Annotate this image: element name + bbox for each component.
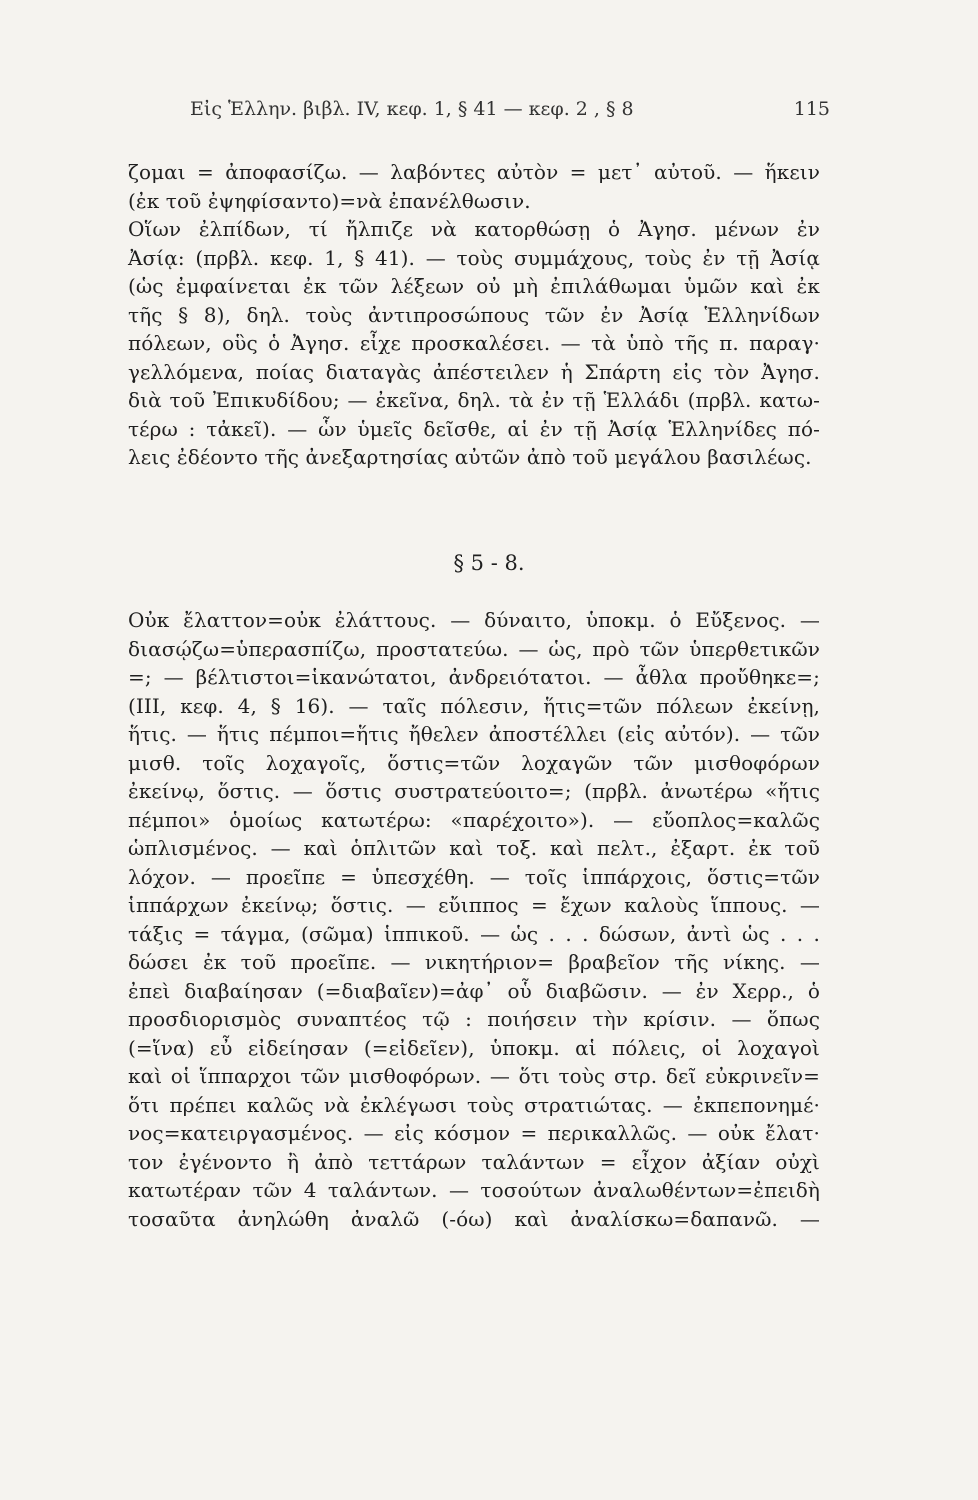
text-line: γελλόμενα, ποίας διαταγὰς ἀπέστειλεν ἡ Σπάρτη εἰς τὸν Ἀγησ.	[128, 359, 820, 384]
text-line: λόχον. — προεῖπε = ὑπεσχέθη. — τοῖς ἱππάρχοις, ὅστις=τῶν	[128, 864, 820, 889]
text-line: Ἀσίᾳ: (πρβλ. κεφ. 1, § 41). — τοὺς συμμάχους, τοὺς ἐν τῇ Ἀσίᾳ	[128, 245, 820, 270]
page-header	[190, 98, 830, 120]
text-line: διὰ τοῦ Ἐπικυδίδου; — ἐκεῖνα, δηλ. τὰ ἐν τῇ Ἑλλάδι (πρβλ. κατω-	[128, 388, 820, 412]
text-line: ζομαι = ἀποφασίζω. — λαβόντες αὐτὸν = μετ᾽ αὐτοῦ. — ἥκειν	[128, 160, 820, 184]
text-line: (ὡς ἐμφαίνεται ἐκ τῶν λέξεων οὐ μὴ ἐπιλάθωμαι ὑμῶν καὶ ἐκ	[128, 274, 820, 298]
text-line: ἱππάρχων ἐκείνῳ; ὅστις. — εὔιππος = ἔχων καλοὺς ἵππους. —	[128, 893, 820, 917]
text-line: τον ἐγένοντο ἢ ἀπὸ τεττάρων ταλάντων = εἶχον ἀξίαν οὐχὶ	[128, 1149, 820, 1174]
text-line: τάξις = τάγμα, (σῶμα) ἱππικοῦ. — ὡς . . . δώσων, ἀντὶ ὡς . . .	[128, 921, 820, 946]
text-line: μισθ. τοῖς λοχαγοῖς, ὅστις=τῶν λοχαγῶν τῶν μισθοφόρων	[128, 750, 820, 775]
text-line: Οὐκ ἔλαττον=οὐκ ἐλάττους. — δύναιτο, ὑποκμ. ὁ Εὔξενος. —	[128, 608, 820, 632]
text-line: λεις ἐδέοντο τῆς ἀνεξαρτησίας αὐτῶν ἀπὸ τοῦ μεγάλου βασιλέως.	[128, 445, 812, 469]
text-line: καὶ οἱ ἵππαρχοι τῶν μισθοφόρων. — ὅτι τοὺς στρ. δεῖ εὐκρινεῖν=	[128, 1064, 820, 1088]
page-number: 115	[793, 98, 830, 120]
text-line: (=ἵνα) εὖ εἰδείησαν (=εἰδεῖεν), ὑποκμ. αἱ πόλεις, οἱ λοχαγοὶ	[128, 1035, 820, 1060]
text-line: ἐπεὶ διαβαίησαν (=διαβαῖεν)=ἀφ᾽ οὗ διαβῶσιν. — ἐν Χερρ., ὁ	[128, 978, 820, 1003]
text-line: ὅτι πρέπει καλῶς νὰ ἐκλέγωσι τοὺς στρατιώτας. — ἐκπεπονημέ·	[128, 1092, 820, 1117]
text-line: Οἵων ἐλπίδων, τί ἤλπιζε νὰ κατορθώσῃ ὁ Ἀγησ. μένων ἐν	[128, 217, 820, 241]
text-line: προσδιορισμὸς συναπτέος τῷ : ποιήσειν τὴν κρίσιν. — ὅπως	[128, 1007, 820, 1031]
text-line: τοσαῦτα ἀνηλώθη ἀναλῶ (-όω) καὶ ἀναλίσκω=δαπανῶ. —	[128, 1206, 820, 1231]
text-line: πόλεων, οὓς ὁ Ἀγησ. εἶχε προσκαλέσει. — τὰ ὑπὸ τῆς π. παραγ·	[128, 331, 820, 355]
text-line: κατωτέραν τῶν 4 ταλάντων. — τοσούτων ἀναλωθέντων=ἐπειδὴ	[128, 1178, 820, 1202]
text-line: ἐκείνῳ, ὅστις. — ὅστις συστρατεύοιτο=; (πρβλ. ἀνωτέρω «ἥτις	[128, 779, 820, 803]
text-line: πέμποι» ὁμοίως κατωτέρω: «παρέχοιτο»). — εὔοπλος=καλῶς	[128, 807, 820, 832]
text-line: δώσει ἐκ τοῦ προεῖπε. — νικητήριον= βραβεῖον τῆς νίκης. —	[128, 950, 820, 974]
text-line: νος=κατειργασμένος. — εἰς κόσμον = περικαλλῶς. — οὐκ ἔλατ·	[128, 1121, 820, 1145]
text-line: ὡπλισμένος. — καὶ ὁπλιτῶν καὶ τοξ. καὶ πελτ., ἐξαρτ. ἐκ τοῦ	[128, 836, 820, 860]
text-line: τῆς § 8), δηλ. τοὺς ἀντιπροσώπους τῶν ἐν Ἀσίᾳ Ἑλληνίδων	[128, 302, 820, 327]
text-line: ἥτις. — ἥτις πέμποι=ἥτις ἤθελεν ἀποστέλλει (εἰς αὐτόν). — τῶν	[128, 722, 820, 746]
text-line: τέρω : τἀκεῖ). — ὧν ὑμεῖς δεῖσθε, αἱ ἐν τῇ Ἀσίᾳ Ἑλληνίδες πό-	[128, 416, 820, 441]
running-title: Εἰς Ἑλλην. βιβλ. IV, κεφ. 1, § 41 — κεφ. 2 , § 8	[190, 98, 634, 120]
commentary-block-1	[128, 158, 820, 472]
section-heading: § 5 - 8.	[453, 551, 525, 575]
text-line: διασῴζω=ὑπερασπίζω, προστατεύω. — ὡς, πρὸ τῶν ὑπερθετικῶν	[128, 636, 820, 661]
text-line: (ἐκ τοῦ ἐψηφίσαντο)=νὰ ἐπανέλθωσιν.	[128, 188, 531, 213]
commentary-block-2	[128, 606, 820, 1233]
text-line: (ΙΙΙ, κεφ. 4, § 16). — ταῖς πόλεσιν, ἥτις=τῶν πόλεων ἐκείνῃ,	[128, 693, 820, 718]
text-line: =; — βέλτιστοι=ἱκανώτατοι, ἀνδρειότατοι. — ἆθλα προὔθηκε=;	[128, 665, 820, 689]
